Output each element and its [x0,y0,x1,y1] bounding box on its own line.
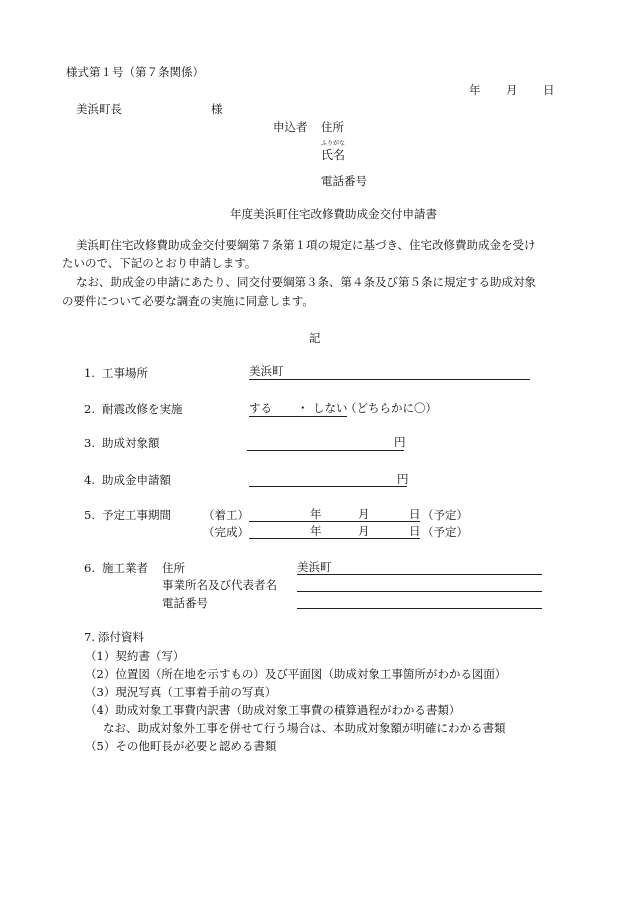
schedule-end-day: 日 [409,524,421,538]
body-line-4: の要件について必要な調査の実施に同意します。 [62,294,314,308]
body-line-1: 美浜町住宅改修費助成金交付要綱第７条第１項の規定に基づき、住宅改修費助成金を受け [76,238,536,252]
schedule-start-label: （着工） [203,508,249,522]
item-3-num: 3. [84,436,95,450]
item-7-num: 7. [84,630,95,644]
attachment-4: （4）助成対象工事費内訳書（助成対象工事費の積算過程がわかる書類） [85,703,461,717]
item-2-note: （どちらかに〇） [345,401,437,415]
schedule-start-month: 月 [358,507,370,521]
item-5-num: 5. [84,508,95,522]
date-day: 日 [543,83,555,97]
schedule-end-month: 月 [358,524,370,538]
item-4-underline[interactable] [249,486,407,487]
form-id: 様式第１号（第７条関係） [66,65,204,79]
attachment-2: （2）位置図（所在地を示すもの）及び平面図（助成対象工事箇所がわかる図面） [85,667,507,681]
item-2-num: 2. [84,402,95,416]
item-7-label: 添付資料 [98,630,144,644]
attachment-1: （1）契約書（写） [85,649,185,663]
contractor-office-label: 事業所名及び代表者名 [162,578,277,592]
item-1-value: 美浜町 [249,364,284,378]
addressee-suffix: 様 [211,102,223,116]
item-2-underline [249,416,347,417]
item-5-label: 予定工事期間 [102,508,171,522]
schedule-end-underline[interactable] [249,538,420,539]
item-3-underline[interactable] [247,450,404,451]
item-6-label: 施工業者 [102,561,148,575]
date-month: 月 [506,83,518,97]
quake-option-no[interactable]: しない [313,401,348,415]
attachment-5: （5）その他町長が必要と認める書類 [85,739,277,753]
contractor-phone-label: 電話番号 [162,596,208,610]
ki-heading: 記 [309,331,321,345]
schedule-end-year: 年 [310,524,322,538]
applicant-name-label: 氏名 [321,148,346,162]
item-4-unit: 円 [397,472,409,486]
item-3-label: 助成対象額 [102,436,160,450]
schedule-start-underline[interactable] [249,521,420,522]
schedule-start-day: 日 [409,507,421,521]
body-line-3: なお、助成金の申請にあたり、同交付要綱第３条、第４条及び第５条に規定する助成対象 [76,275,536,289]
item-2-label: 耐震改修を実施 [102,402,183,416]
contractor-address-underline[interactable] [297,574,542,575]
addressee-name: 美浜町長 [76,102,122,116]
schedule-start-year: 年 [310,507,322,521]
body-line-2: たいので、下記のとおり申請します。 [62,256,257,270]
applicant-phone-label: 電話番号 [321,174,367,188]
item-1-num: 1. [84,366,95,380]
document-title: 年度美浜町住宅改修費助成金交付申請書 [230,207,437,221]
item-4-num: 4. [84,473,95,487]
date-year: 年 [469,83,481,97]
schedule-start-planned: （予定） [422,508,468,522]
attachment-4-note: なお、助成対象外工事を併せて行う場合は、本助成対象額が明確にわかる書類 [103,721,506,735]
contractor-address-value: 美浜町 [297,560,332,574]
applicant-name-furigana: ふりがな [321,140,346,147]
applicant-address-label: 住所 [321,120,344,134]
contractor-phone-underline[interactable] [297,608,542,609]
quake-option-yes[interactable]: する [249,401,272,415]
applicant-label: 申込者 [273,120,308,134]
quake-option-dot: ・ [297,401,309,415]
schedule-end-label: （完成） [203,525,249,539]
item-6-num: 6. [84,561,95,575]
attachment-3: （3）現況写真（工事着手前の写真） [85,685,277,699]
item-1-label: 工事場所 [102,366,148,380]
schedule-end-planned: （予定） [422,525,468,539]
item-1-underline [249,379,530,380]
item-4-label: 助成金申請額 [102,473,171,487]
item-3-unit: 円 [394,435,406,449]
contractor-office-underline[interactable] [297,591,542,592]
contractor-address-label: 住所 [162,561,185,575]
